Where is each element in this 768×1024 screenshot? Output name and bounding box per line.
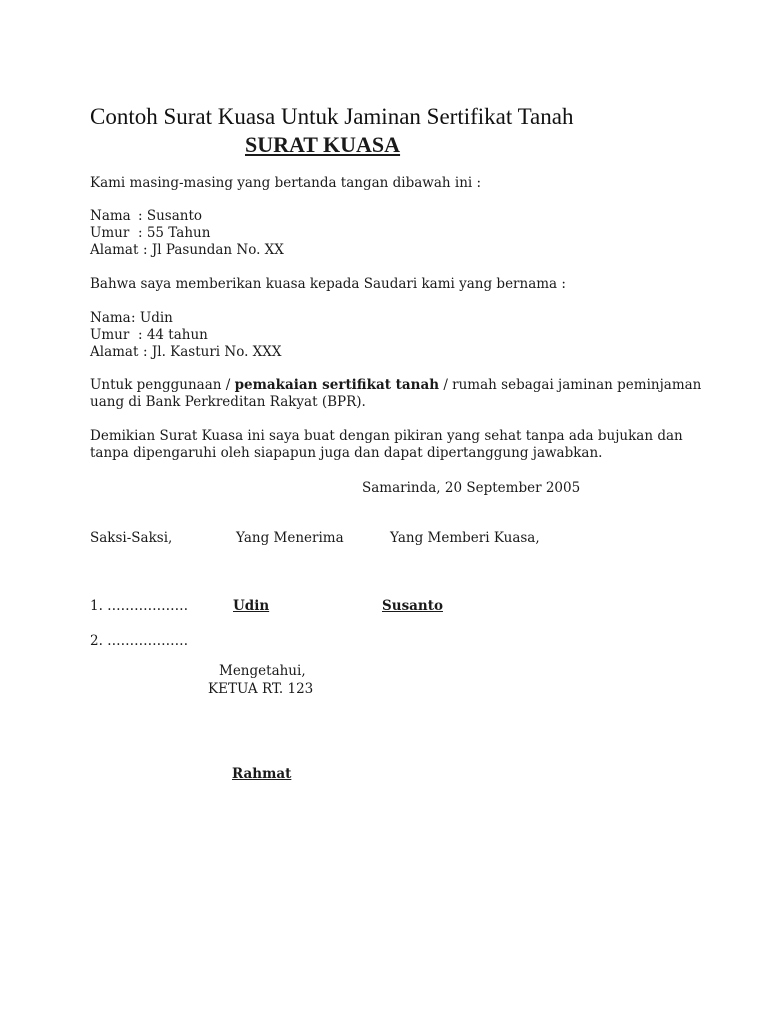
- role-giver: Yang Memberi Kuasa,: [390, 530, 540, 546]
- rt-name: Rahmat: [232, 766, 292, 782]
- purpose-paragraph: [90, 377, 701, 411]
- witness-1: 1. ………………: [90, 598, 189, 614]
- purpose-line-2: uang di Bank Perkreditan Rakyat (BPR).: [90, 394, 366, 410]
- grantee-umur: [90, 327, 282, 344]
- purpose-pre: Untuk penggunaan /: [90, 377, 235, 393]
- grantee-nama: [90, 310, 282, 327]
- grantor-block: [90, 208, 284, 259]
- grantor-nama-value: : Susanto: [138, 208, 203, 224]
- closing-paragraph: [90, 428, 683, 462]
- grantor-umur-value: : 55 Tahun: [138, 225, 211, 241]
- closing-line-2: tanpa dipengaruhi oleh siapapun juga dan dapat dipertanggung jawabkan.: [90, 445, 603, 461]
- grantor-umur-label: Umur: [90, 225, 130, 241]
- intro-grantee: Bahwa saya memberikan kuasa kepada Saudari kami yang bernama :: [90, 276, 566, 292]
- document-title: SURAT KUASA: [245, 132, 401, 157]
- purpose-post: / rumah sebagai jaminan peminjaman: [439, 377, 702, 393]
- grantor-nama-label: Nama: [90, 208, 131, 224]
- grantee-alamat-label: Alamat: [90, 344, 139, 360]
- grantee-nama-value: : Udin: [131, 310, 173, 326]
- grantee-umur-label: Umur: [90, 327, 130, 343]
- receiver-signature-name: Udin: [233, 598, 270, 614]
- role-witnesses: Saksi-Saksi,: [90, 530, 173, 546]
- purpose-line-1: [90, 377, 701, 394]
- opening-line: Kami masing-masing yang bertanda tangan dibawah ini :: [90, 175, 482, 191]
- place-date: Samarinda, 20 September 2005: [362, 480, 581, 496]
- grantee-umur-value: : 44 tahun: [138, 327, 208, 343]
- grantor-alamat-label: Alamat: [90, 242, 139, 258]
- giver-signature-name: Susanto: [382, 598, 443, 614]
- acknowledgement-role: KETUA RT. 123: [208, 681, 314, 697]
- witness-2: 2. ………………: [90, 633, 189, 649]
- grantor-alamat-value: : Jl Pasundan No. XX: [143, 242, 284, 258]
- acknowledgement-label: Mengetahui,: [219, 663, 306, 679]
- grantee-alamat: [90, 344, 282, 361]
- grantor-alamat: [90, 242, 284, 259]
- grantor-umur: [90, 225, 284, 242]
- page-heading: Contoh Surat Kuasa Untuk Jaminan Sertifikat Tanah: [90, 104, 574, 129]
- grantee-alamat-value: : Jl. Kasturi No. XXX: [143, 344, 282, 360]
- grantor-nama: [90, 208, 284, 225]
- role-receiver: Yang Menerima: [236, 530, 344, 546]
- purpose-bold: pemakaian sertifikat tanah: [234, 377, 440, 393]
- grantee-block: [90, 310, 282, 361]
- grantee-nama-label: Nama: [90, 310, 131, 326]
- closing-line-1: Demikian Surat Kuasa ini saya buat dengan pikiran yang sehat tanpa ada bujukan dan: [90, 428, 683, 444]
